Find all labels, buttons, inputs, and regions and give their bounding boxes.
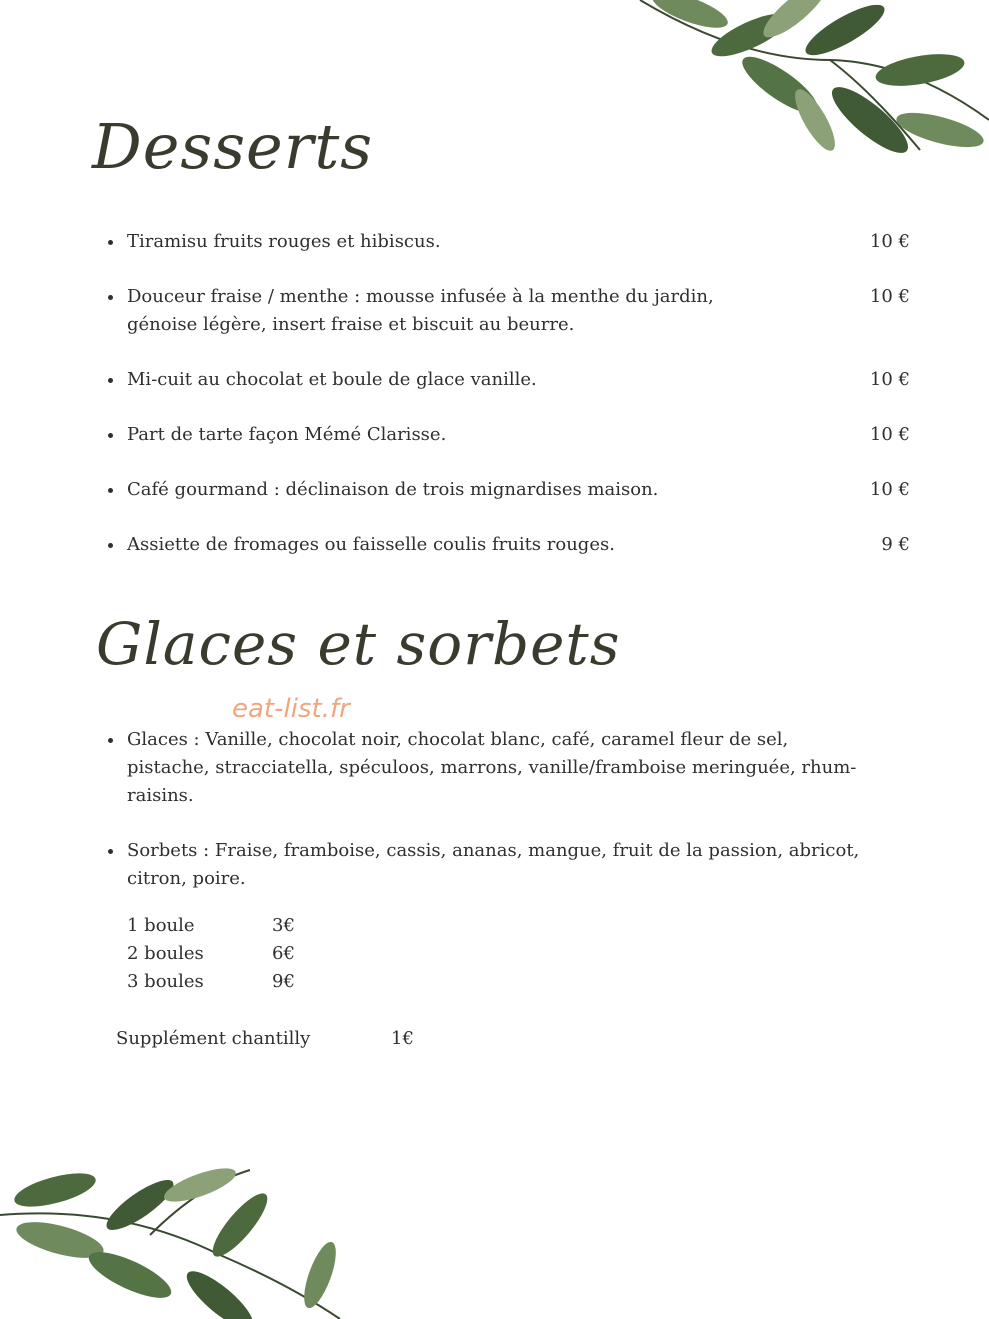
glaces-title: Glaces et sorbets bbox=[96, 610, 621, 678]
item-name: Café gourmand : déclinaison de trois mignardises maison. bbox=[127, 479, 659, 500]
menu-item bbox=[105, 476, 910, 504]
supplement-label: Supplément chantilly bbox=[116, 1028, 311, 1049]
watermark: eat-list.fr bbox=[232, 694, 350, 724]
scoop-price: 3€ bbox=[272, 915, 295, 936]
scoop-price: 9€ bbox=[272, 971, 295, 992]
item-name: Assiette de fromages ou faisselle coulis fruits rouges. bbox=[127, 534, 615, 555]
supplement-price: 1€ bbox=[391, 1028, 414, 1049]
menu-item bbox=[105, 837, 865, 893]
leaf-decoration-top bbox=[620, 0, 989, 165]
scoop-label: 1 boule bbox=[127, 915, 195, 936]
desserts-title: Desserts bbox=[92, 110, 374, 183]
table-row bbox=[127, 912, 295, 940]
glaces-list bbox=[105, 726, 865, 920]
item-name: Part de tarte façon Mémé Clarisse. bbox=[127, 424, 447, 445]
item-price: 10 € bbox=[869, 424, 910, 445]
table-row bbox=[127, 968, 295, 996]
scoop-price: 6€ bbox=[272, 943, 295, 964]
item-price: 10 € bbox=[869, 231, 910, 252]
item-name: Tiramisu fruits rouges et hibiscus. bbox=[127, 231, 441, 252]
table-row bbox=[127, 940, 295, 968]
menu-item bbox=[105, 228, 910, 256]
scoop-label: 2 boules bbox=[127, 943, 204, 964]
menu-item bbox=[105, 421, 910, 449]
item-name: Mi-cuit au chocolat et boule de glace vanille. bbox=[127, 369, 537, 390]
item-price: 10 € bbox=[869, 479, 910, 500]
desserts-list bbox=[105, 228, 910, 586]
menu-item bbox=[105, 366, 910, 394]
supplement-row bbox=[116, 1025, 414, 1053]
item-name: Douceur fraise / menthe : mousse infusée à la menthe du jardin, génoise légère, insert fraise et biscuit au beurre. bbox=[127, 286, 714, 335]
menu-item bbox=[105, 283, 910, 339]
item-price: 10 € bbox=[869, 286, 910, 307]
menu-item bbox=[105, 531, 910, 559]
scoop-price-table bbox=[127, 912, 295, 996]
item-name: Sorbets : Fraise, framboise, cassis, ananas, mangue, fruit de la passion, abricot, citron, poire. bbox=[127, 840, 860, 889]
leaf-decoration-bottom bbox=[0, 1165, 360, 1319]
menu-item bbox=[105, 726, 865, 810]
item-name: Glaces : Vanille, chocolat noir, chocolat blanc, café, caramel fleur de sel, pistache, stracciatella, spéculoos, marrons, vanille/framboise meringuée, rhum-raisins. bbox=[127, 729, 857, 806]
item-price: 9 € bbox=[881, 534, 910, 555]
item-price: 10 € bbox=[869, 369, 910, 390]
scoop-label: 3 boules bbox=[127, 971, 204, 992]
